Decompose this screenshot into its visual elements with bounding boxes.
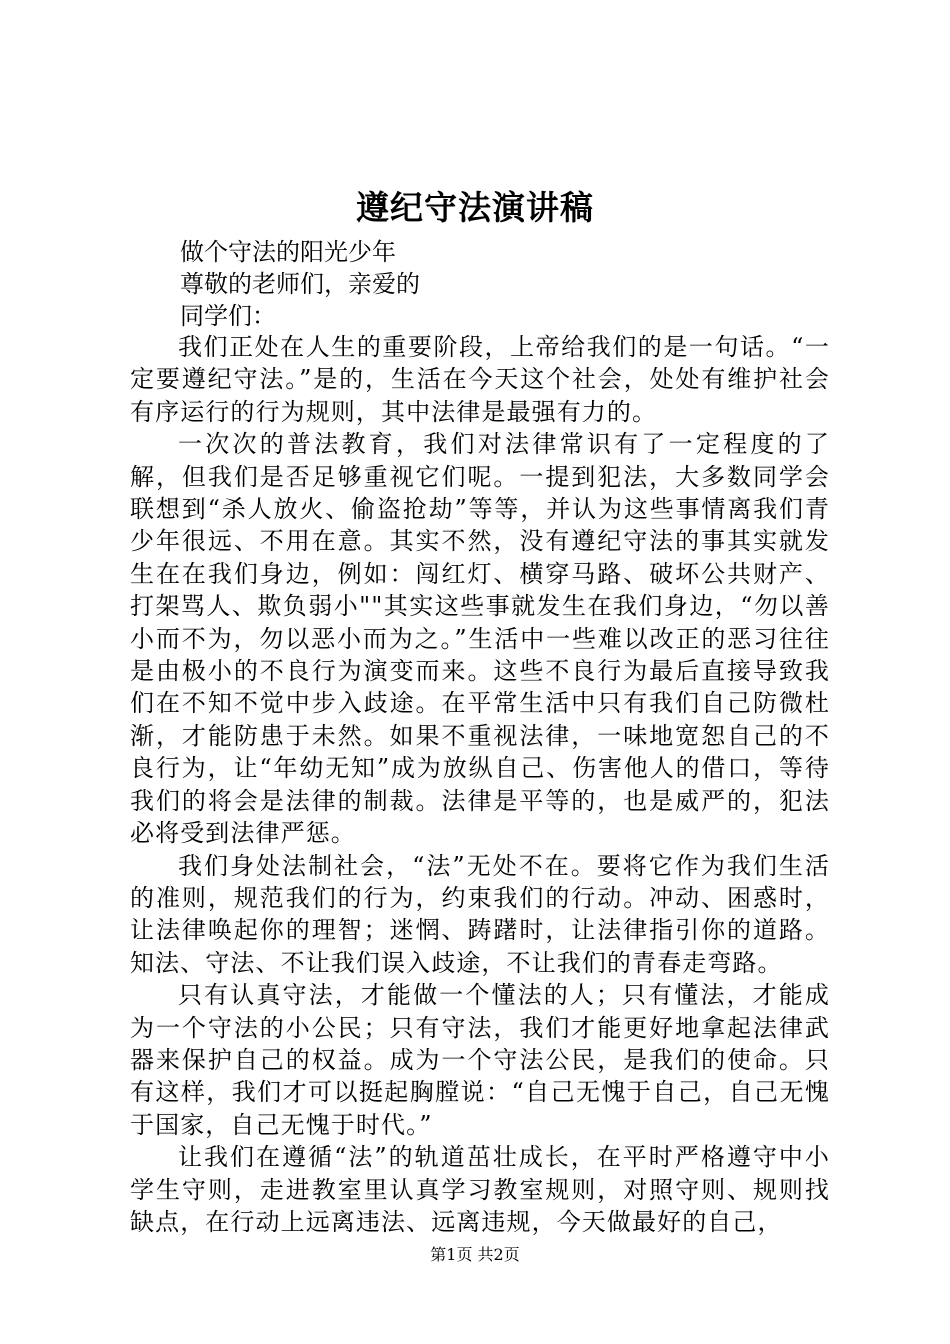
paragraph-4: 只有认真守法，才能做一个懂法的人；只有懂法，才能成为一个守法的小公民；只有守法，我们才能更好地拿起法律武器来保护自己的权益。成为一个守法公民，是我们的使命。只有这样，我们才可以挺起胸膛说：“自己无愧于自己，自己无愧于国家，自己无愧于时代。” — [130, 981, 830, 1139]
paragraph-3: 我们身处法制社会，“法”无处不在。要将它作为我们生活的准则，规范我们的行为，约束我们的行动。冲动、困惑时，让法律唤起你的理智；迷惘、踌躇时，让法律指引你的道路。知法、守法、不让我们误入歧途，不让我们的青春走弯路。 — [130, 851, 830, 977]
salutation-line-1: 尊敬的老师们，亲爱的 — [180, 270, 420, 298]
paragraph-1: 我们正处在人生的重要阶段，上帝给我们的是一句话。“一定要遵纪守法。”是的，生活在今天这个社会，处处有维护社会有序运行的行为规则，其中法律是最强有力的。 — [130, 333, 830, 426]
paragraph-2: 一次次的普法教育，我们对法律常识有了一定程度的了解，但我们是否足够重视它们呢。一提到犯法，大多数同学会联想到“杀人放火、偷盗抢劫”等等，并认为这些事情离我们青少年很远、不用在意。其实不然，没有遵纪守法的事其实就发生在在我们身边，例如：闯红灯、横穿马路、破坏公共财产、打架骂人、欺负弱小""其实这些事就发生在我们身边，“勿以善小而不为，勿以恶小而为之。”生活中一些难以改正的恶习往往是由极小的不良行为演变而来。这些不良行为最后直接导致我们在不知不觉中步入歧途。在平常生活中只有我们自己防微杜渐，才能防患于未然。如果不重视法律，一味地宽恕自己的不良行为，让“年幼无知”成为放纵自己、伤害他人的借口，等待我们的将会是法律的制裁。法律是平等的，也是威严的，犯法必将受到法律严惩。 — [130, 430, 830, 848]
paragraph-5: 让我们在遵循“法”的轨道茁壮成长，在平时严格遵守中小学生守则，走进教室里认真学习教室规则，对照守则、规则找缺点，在行动上远离违法、远离违规，今天做最好的自己， — [130, 1143, 830, 1236]
page-number-footer: 第1页 共2页 — [430, 1245, 520, 1264]
salutation-line-2: 同学们： — [180, 302, 276, 330]
document-title: 遵纪守法演讲稿 — [356, 188, 594, 227]
speech-body — [130, 331, 830, 1238]
speech-subtitle: 做个守法的阳光少年 — [180, 238, 396, 266]
